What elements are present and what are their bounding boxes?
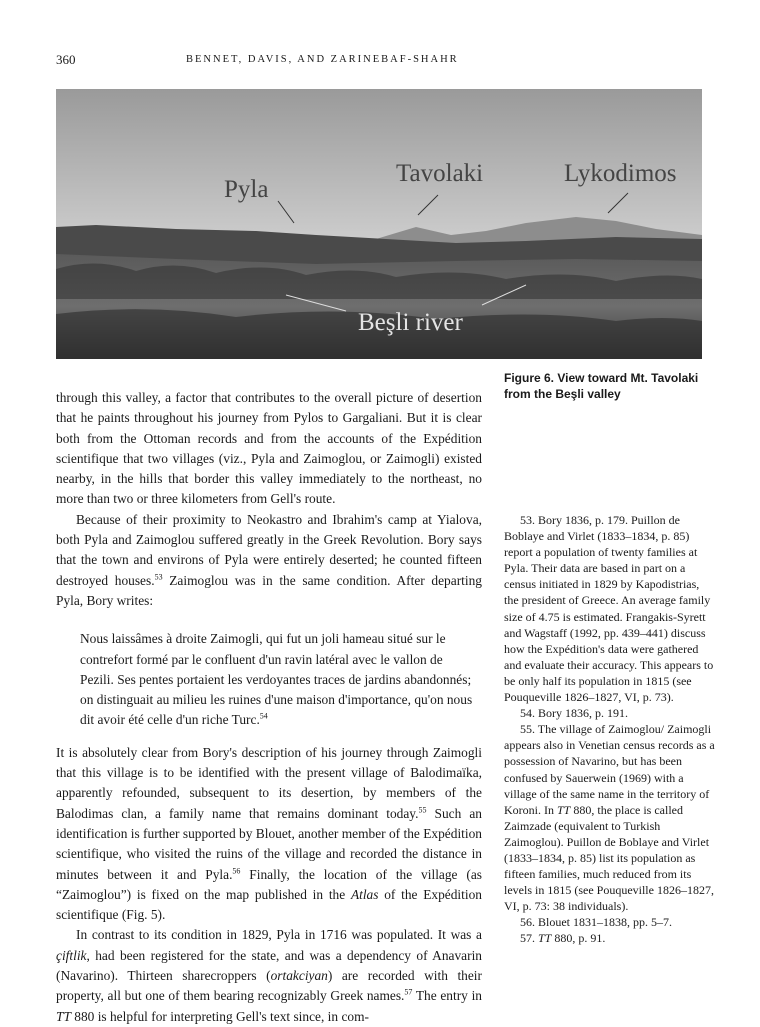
figure-caption: Figure 6. View toward Mt. Tavolaki from the Beşli valley [504,371,699,401]
footnote-ref-55: 55 [418,805,427,815]
label-tavolaki: Tavolaki [396,160,484,187]
block-quote: Nous laissâmes à droite Zaimogli, qui fut un joli hameau situé sur le contrefort formé par le confluent d'un ravin latéral avec le vallon de Pezili. Ses pentes portaient les verdoyantes traces de jardins abandonnés; on distinguait au milieu les ruines d'une maison d'importance, qu'on nous dit avoir été celle d'un riche Turc.$^{54}$ [80,631,473,728]
footnotes [504,512,716,947]
figure-photo [56,89,702,359]
footnote-57: 57. TT 880, p. 91. [520,931,606,946]
footnote-ref-53: 53 [154,572,163,582]
main-text [56,388,482,1027]
footnote-55: 55. The village of Zaimoglou/ Zaimogli appears also in Venetian census records as a possession of Navarino, but has been confused by Sauerwein (1969) with a village of the same name in the territory of Koroni. In TT 880, the place is called Zaimzade (equivalent to Turkish Zaimoglou). Puillon de Boblaye and Virlet (1833–1834, p. 85) list its population as fifteen families, much reduced from its levels in 1815 (see Pouqueville 1826–1827, VI, p. 73: 38 individuals). [504,722,715,914]
paragraph-4: In contrast to its condition in 1829, Pyla in 1716 was populated. It was a çiftlik, had been registered for the state, and was a dependency of Anavarin (Navarino). Thirteen sharecroppers (ortakciyan) are recorded with their property, all but one of them bearing recognizably Greek names.$^{57}$ The entry in TT 880 is helpful for interpreting Gell's text since, in com- [56,927,482,1024]
footnote-54: 54. Bory 1836, p. 191. [520,706,628,721]
footnote-ref-54: 54 [259,711,268,721]
paragraph-3: It is absolutely clear from Bory's description of his journey through Zaimogli that this village is to be identified with the present village of Balodimaïka, apparently refounded, subsequent to its desertion, by members of the Balodimas clan, a family name that remains dominant today.$^{55}$ Such an identification is further supported by Blouet, another member of the Expédition scientifique, who visited the ruins of the village and recorded the distance in minutes between it and Pyla.$^{56}$ Finally, the location of the village (as “Zaimoglou”) is fixed on the map published in the Atlas of the Expédition scientifique (Fig. 5). [56,744,482,923]
footnote-ref-56: 56 [232,866,241,876]
label-besli-river: Beşli river [358,309,463,336]
label-pyla: Pyla [224,176,269,203]
running-head-authors: BENNET, DAVIS, AND ZARINEBAF-SHAHR [186,54,459,65]
footnote-53: 53. Bory 1836, p. 179. Puillon de Boblaye and Virlet (1833–1834, p. 85) report a population of twenty families at Pyla. Their data are based in part on a census initiated in 1829 by Kapodistrias, the president of Greece. An average family size of 4.75 is estimated. Frangakis-Syrett and Wagstaff (1992, pp. 439–441) discuss how the Expédition's data were gathered and evaluate their accuracy. This appears to be only half its population in 1815 (see Pouqueville 1826–1827, VI, p. 73). [504,513,714,705]
footnote-56: 56. Blouet 1831–1838, pp. 5–7. [520,915,672,930]
paragraph-2: Because of their proximity to Neokastro and Ibrahim's camp at Yialova, both Pyla and Zaimoglou suffered greatly in the Greek Revolution. Bory says that the town and environs of Pyla were entirely deserted; he counted fifteen destroyed houses.$^{53}$ Zaimoglou was in the same condition. After departing Pyla, Bory writes: [56,511,482,608]
paragraph-1: through this valley, a factor that contributes to the overall picture of desertion that he paints throughout his journey from Pylos to Gargaliani. But it is clear both from the Ottoman records and from the accounts of the Expédition scientifique that two villages (viz., Pyla and Zaimoglou, or Zaimogli) existed nearby, in the hills that border this valley immediately to the northeast, no more than two or three kilometers from Gell's route. [56,390,482,507]
page-number: 360 [56,52,76,67]
label-lykodimos: Lykodimos [564,160,677,187]
footnote-ref-57: 57 [404,987,413,997]
